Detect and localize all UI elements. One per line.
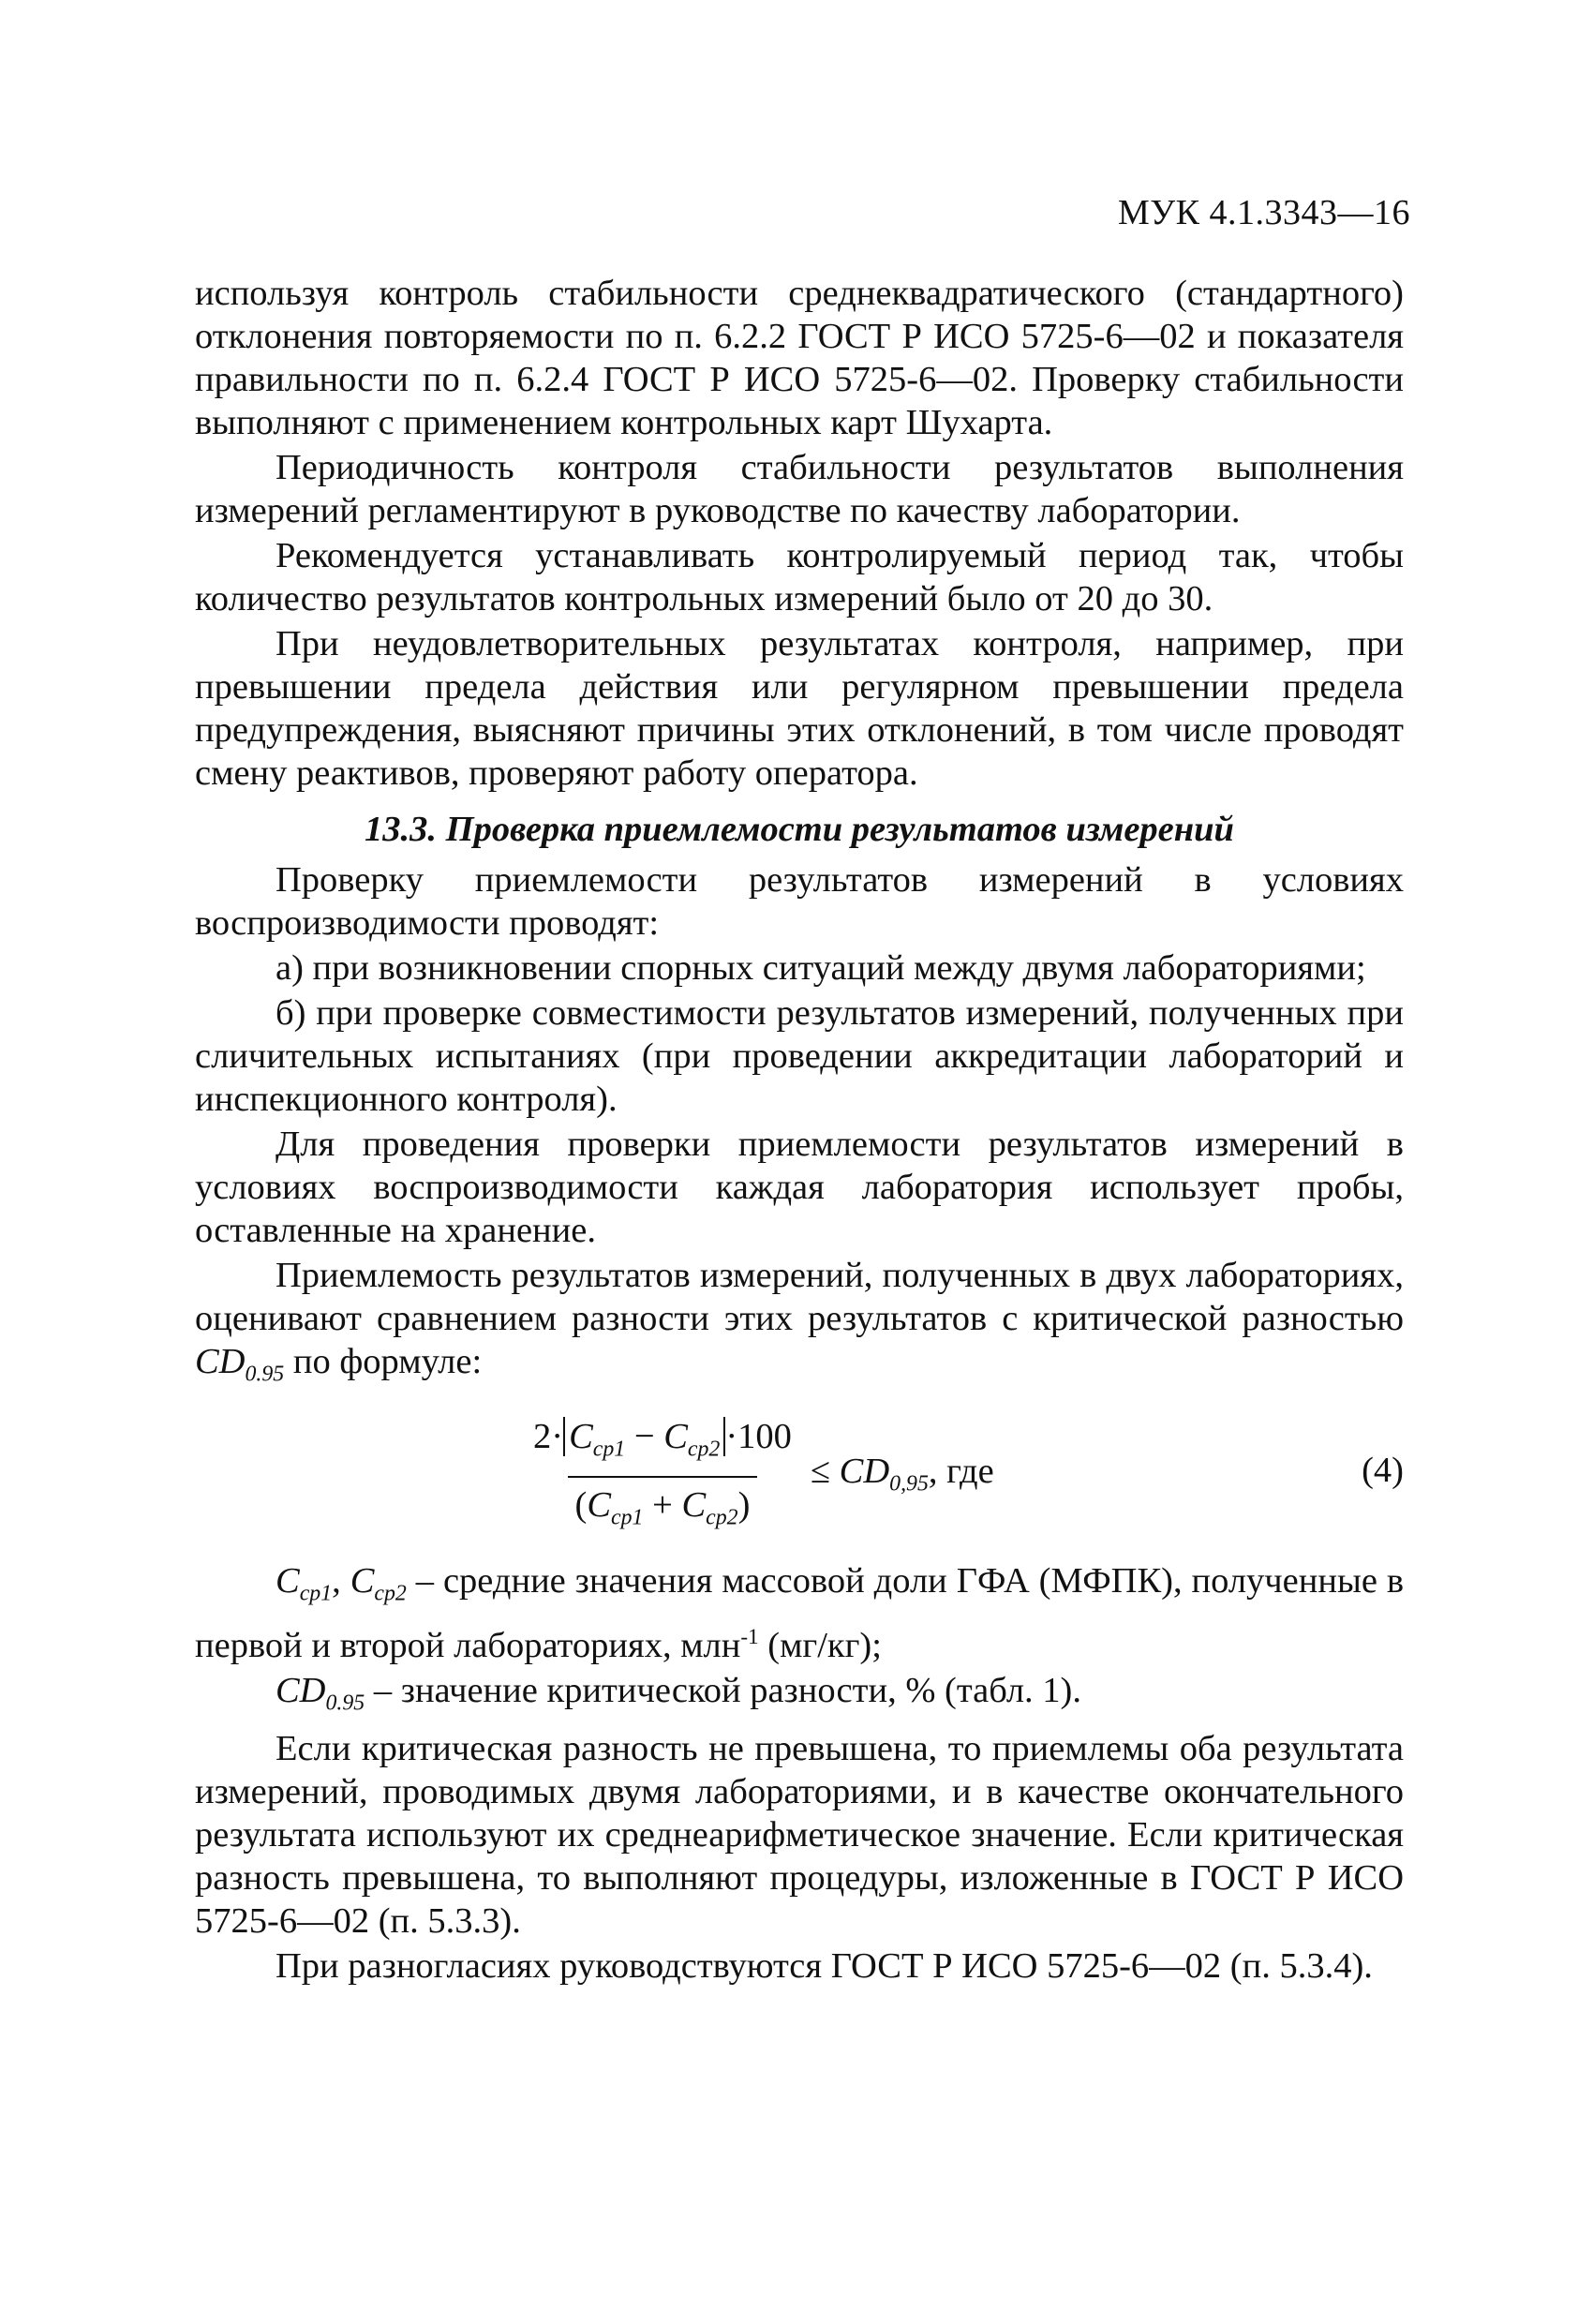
formula-denominator: $(C_{cp1} + C_{cp2})$ xyxy=(568,1476,758,1540)
formula-4 xyxy=(528,1415,994,1540)
paragraph-3: Рекомендуется устанавливать контролируемый период так, чтобы количество результатов контрольных измерений было от 20 до 30. xyxy=(195,536,1404,618)
formula-rhs: ≤ $CD_{0,95}$, где xyxy=(810,1451,994,1497)
paragraph-12: Если критическая разность не превышена, то приемлемы оба результата измерений, проводимых двумя лабораториями, и в качестве окончательного результата используют их среднеарифметическое значение. Если критическая разность превышена, то выполняют процедуры, изложенные в ГОСТ Р ИСО 5725-6—02 (п. 5.3.3). xyxy=(195,1728,1404,1941)
paragraph-9-end: по формуле: xyxy=(292,1342,483,1381)
formula-block xyxy=(195,1411,1404,1550)
section-title: 13.3. Проверка приемлемости результатов измерений xyxy=(365,810,1234,849)
variable-cd-definition: $CD_{0.95}$ – значение критической разности, % (табл. 1). xyxy=(275,1671,1082,1716)
formula-fraction xyxy=(528,1415,797,1540)
document-code: МУК 4.1.3343—16 xyxy=(1117,193,1410,232)
variable-c-definition: $C_{cp1}$, $C_{cp2}$ – средние значения массовой доли ГФА (МФПК), полученные в первой и второй лабораториях, млн$^{-1}$ (мг/кг); xyxy=(195,1560,1405,1666)
paragraph-2: Периодичность контроля стабильности результатов выполнения измерений регламентируют в руководстве по качеству лаборатории. xyxy=(195,448,1404,530)
paragraph-13: При разногласиях руководствуются ГОСТ Р ИСО 5725-6—02 (п. 5.3.4). xyxy=(275,1945,1373,1986)
symbol-cd: $CD_{0.95}$ xyxy=(195,1342,285,1387)
paragraph-5: Проверку приемлемости результатов измерений в условиях воспроизводимости проводят: xyxy=(195,860,1404,943)
equation-number: (4) xyxy=(1362,1450,1404,1490)
paragraph-1: используя контроль стабильности среднеквадратического (стандартного) отклонения повторяемости по п. 6.2.2 ГОСТ Р ИСО 5725-6—02 и показателя правильности по п. 6.2.4 ГОСТ Р ИСО 5725-6—02. Проверку стабильности выполняют с применением контрольных карт Шухарта. xyxy=(195,274,1404,442)
formula-numerator: $2\cdot C_{cp1} - C_{cp2} \cdot 100$ xyxy=(533,1416,792,1462)
paragraph-9 xyxy=(195,1254,1404,1396)
list-item-b: б) при проверке совместимости результатов измерений, полученных при сличительных испытаниях (при проведении аккредитации лабораторий и инспекционного контроля). xyxy=(195,993,1404,1119)
list-item-a: а) при возникновении спорных ситуаций между двумя лабораториями; xyxy=(275,948,1366,988)
paragraph-4: При неудовлетворительных результатах контроля, например, при превышении предела действия или регулярном превышении предела предупреждения, выясняют причины этих отклонений, в том числе проводят смену реактивов, проверяют работу оператора. xyxy=(195,624,1404,793)
paragraph-8: Для проведения проверки приемлемости результатов измерений в условиях воспроизводимости каждая лаборатория использует пробы, оставленные на хранение. xyxy=(195,1125,1404,1250)
document-body xyxy=(195,272,1404,1989)
paragraph-9-text: Приемлемость результатов измерений, полученных в двух лабораториях, оценивают сравнением разности этих результатов с критической разностью xyxy=(195,1256,1404,1338)
